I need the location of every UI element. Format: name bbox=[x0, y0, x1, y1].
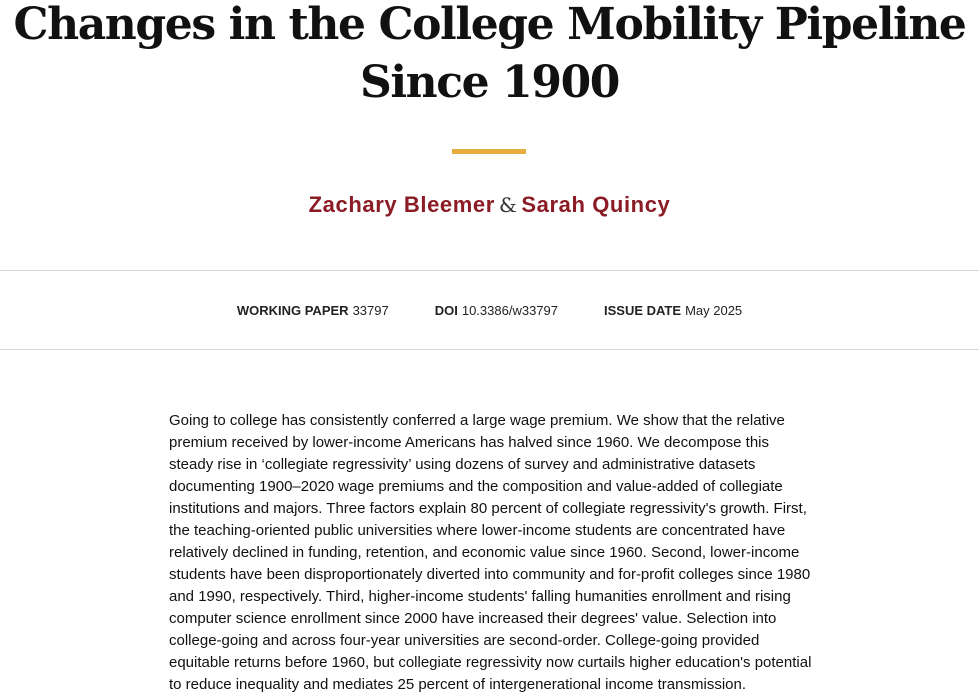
paper-metadata-bar bbox=[0, 270, 979, 350]
author-link-quincy[interactable]: Sarah Quincy bbox=[521, 192, 671, 217]
doi bbox=[435, 303, 558, 318]
working-paper-number bbox=[237, 303, 389, 318]
working-paper-value: 33797 bbox=[352, 302, 389, 318]
author-link-bleemer[interactable]: Zachary Bleemer bbox=[308, 192, 495, 217]
issue-date bbox=[604, 303, 742, 318]
working-paper-label: WORKING PAPER bbox=[236, 302, 349, 318]
doi-label: DOI bbox=[434, 302, 458, 318]
page-title: Changes in the College Mobility Pipeline Since 1900 bbox=[13, 0, 966, 108]
abstract-text: Going to college has consistently conferred a large wage premium. We show that the relative premium received by lower-income Americans has halved since 1960. We decompose this steady rise in ‘collegiate regressivity’ using dozens of survey and administrative datasets documenting 1900–2020 wage premiums and the composition and value-added of collegiate institutions and majors. Three factors explain 80 percent of collegiate regressivity's growth. First, the teaching-oriented public universities where lower-income students are concentrated have relatively declined in funding, retention, and economic value since 1960. Second, lower-income students have been disproportionately diverted into community and for-profit colleges since 1980 and 1990, respectively. Third, higher-income students' falling humanities enrollment and rising computer science enrollment since 2000 have increased their degrees' value. Selection into college-going and across four-year universities are second-order. College-going provided equitable returns before 1960, but collegiate regressivity now curtails higher education's potential to reduce inequality and mediates 25 percent of intergenerational income transmission. bbox=[169, 412, 812, 693]
issue-date-label: ISSUE DATE bbox=[604, 302, 682, 318]
author-separator: & bbox=[498, 193, 518, 217]
doi-value: 10.3386/w33797 bbox=[461, 302, 558, 318]
author-list bbox=[0, 190, 979, 220]
accent-divider bbox=[452, 149, 526, 154]
issue-date-value: May 2025 bbox=[685, 302, 743, 318]
